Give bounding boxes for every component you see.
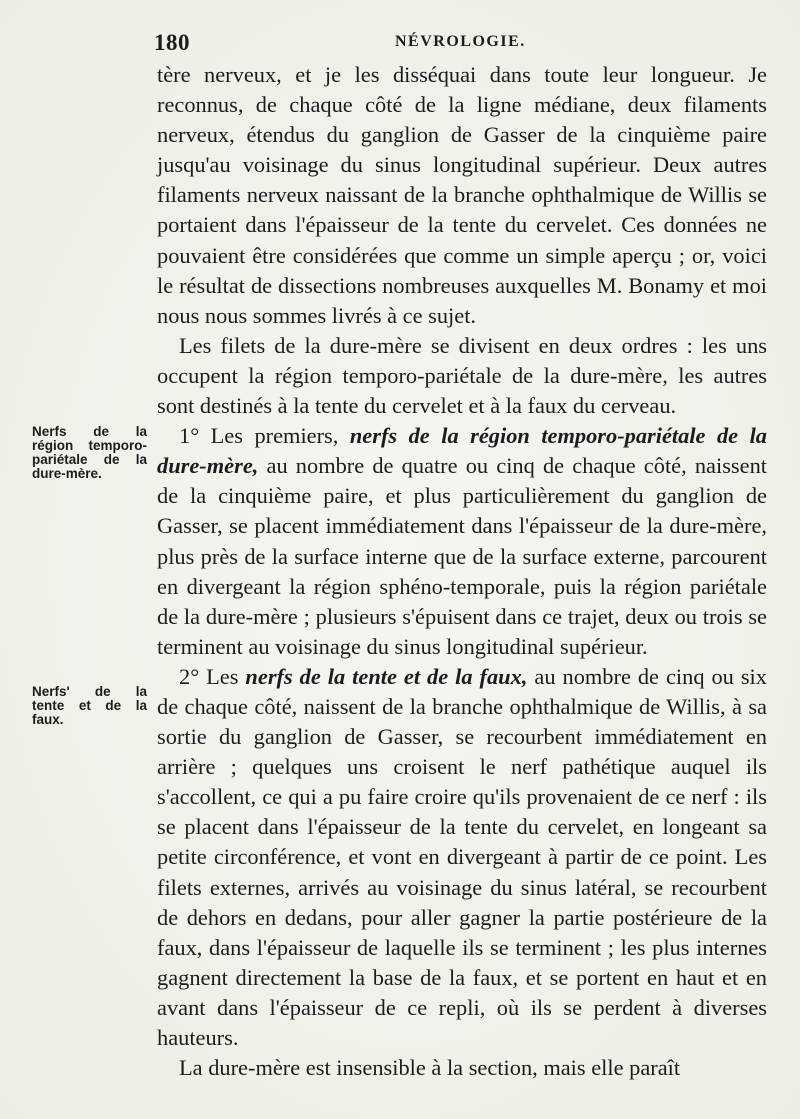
page-number: 180 xyxy=(154,30,190,55)
paragraph-rest: au nombre de cinq ou six de chaque côté, naissent de la branche ophthalmique de Willis, à sa sortie du ganglion de Gasser, se recourbent immédiatement en arrière ; quelques uns croisent le nerf pathétique auquel ils s'accollent, ce qui a pu faire croire qu'ils provenaient de ce nerf : ils se placent dans l'épaisseur de la tente du cervelet, en longeant sa petite circonférence, et vont en divergeant à partir de ce point. Les filets externes, arrivés au voisinage du sinus latéral, se recourbent de dehors en dedans, pour aller gagner la partie postérieure de la faux, dans l'épaisseur de laquelle ils se terminent ; les plus internes gagnent directement la base de la faux, et se portent en haut et en avant dans l'épaisseur de ce repli, où ils se perdent à diverses hauteurs. xyxy=(157,663,767,1050)
margin-note-line: pariétale de la xyxy=(32,452,147,467)
margin-note-line: Nerfs de la xyxy=(32,424,147,439)
paragraph-lead: 2° Les xyxy=(179,663,246,689)
paragraph-rest: au nombre de quatre ou cinq de chaque côté, naissent de la cinquième paire, et plus particulièrement du ganglion de Gasser, se placent immédiatement dans l'épaisseur de la dure-mère, plus près de la surface interne que de la surface externe, parcourent en divergeant la région sphéno-temporale, puis la région pariétale de la dure-mère ; plusieurs s'épuisent dans ce trajet, deux ou trois se terminent au voisinage du sinus longitudinal supérieur. xyxy=(157,453,767,659)
emphasis-nerves-temporo-parietal: nerfs de la région temporo-pariétale de la dure-mère, xyxy=(157,423,768,479)
page-header xyxy=(150,30,770,60)
margin-note-line: Nerfs' de la xyxy=(32,684,147,699)
margin-note-temporo-parietal xyxy=(32,425,147,481)
margin-note-line: dure-mère. xyxy=(32,466,102,481)
margin-note-tente-faux xyxy=(32,685,147,727)
paragraph-first-nerves xyxy=(157,421,767,662)
margin-note-line: faux. xyxy=(32,712,64,727)
paragraph-second-nerves xyxy=(157,662,767,1053)
main-text xyxy=(157,60,767,1083)
paragraph-lead: 1° Les premiers, xyxy=(179,423,350,449)
margin-note-line: tente et de la xyxy=(32,698,147,713)
paragraph-insensible: La dure-mère est insensible à la section, mais elle paraît xyxy=(179,1055,681,1081)
emphasis-nerves-tente-faux: nerfs de la tente et de la faux, xyxy=(245,663,528,689)
margin-note-line: région temporo- xyxy=(32,438,147,453)
paragraph-intro: tère nerveux, et je les disséquai dans toute leur longueur. Je reconnus, de chaque côté de la ligne médiane, deux filaments nerveux, étendus du ganglion de Gasser de la cinquième paire jusqu'au voisinage du sinus longitudinal supérieur. Deux autres filaments nerveux naissant de la branche ophthalmique de Willis se portaient dans l'épaisseur de la tente du cervelet. Ces données ne pouvaient être considérées que comme un simple aperçu ; or, voici le résultat de dissections nombreuses auxquelles M. Bonamy et moi nous nous sommes livrés à ce sujet. xyxy=(157,62,767,328)
running-title: NÉVROLOGIE. xyxy=(395,33,526,50)
paragraph-two-orders: Les filets de la dure-mère se divisent en deux ordres : les uns occupent la région temporo-pariétale de la dure-mère, les autres sont destinés à la tente du cervelet et à la faux du cerveau. xyxy=(157,332,767,419)
